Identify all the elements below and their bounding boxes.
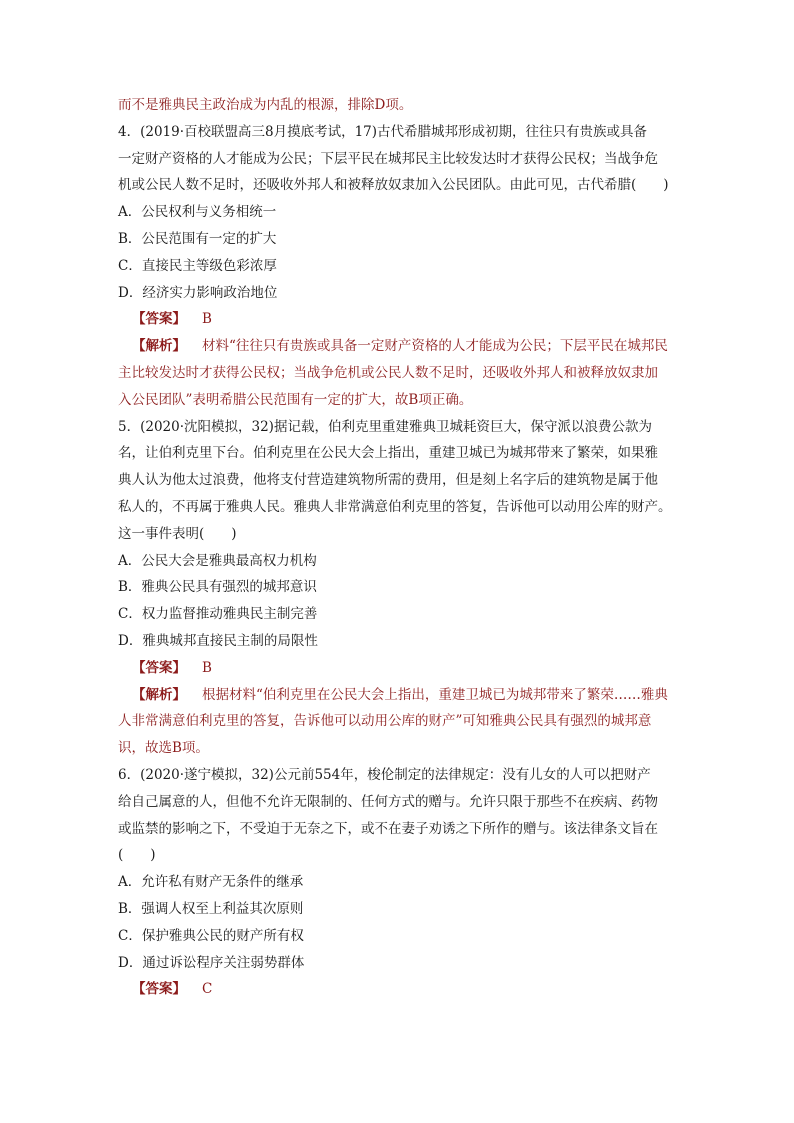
- answer-row: [118, 976, 678, 1003]
- question-stem-line: ( ): [118, 847, 156, 864]
- option-a: A．公民权利与义务相统一: [118, 204, 277, 221]
- question-stem-line: 给自己属意的人，但他不允许无限制的、任何方式的赠与。允许只限于那些不在疾病、药物: [118, 793, 658, 810]
- answer-value: C: [202, 981, 213, 998]
- analysis-label: 【解析】: [132, 338, 186, 355]
- answer-label: 【答案】: [132, 311, 186, 328]
- question-stem-line: 6．(2020·遂宁模拟，32)公元前554年，梭伦制定的法律规定：没有儿女的人可以把财产: [118, 766, 651, 783]
- analysis-label: 【解析】: [132, 686, 186, 703]
- option-b: B．雅典公民具有强烈的城邦意识: [118, 579, 317, 596]
- answer-label: 【答案】: [132, 659, 186, 676]
- answer-value: B: [202, 659, 212, 676]
- answer-row: [118, 306, 678, 333]
- question-stem-line: 私人的，不再属于雅典人民。雅典人非常满意伯利克里的答复，告诉他可以动用公库的财产。: [118, 498, 672, 515]
- option-b: B．强调人权至上利益其次原则: [118, 900, 304, 917]
- answer-row: [118, 655, 678, 682]
- analysis-line: 人非常满意伯利克里的答复，告诉他可以动用公库的财产”可知雅典公民具有强烈的城邦意: [118, 713, 652, 730]
- option-c: C．保护雅典公民的财产所有权: [118, 927, 304, 944]
- option-d: D．经济实力影响政治地位: [118, 284, 278, 301]
- analysis-line: 入公民团队”表明希腊公民范围有一定的扩大，故B项正确。: [118, 391, 473, 408]
- question-stem-line: 典人认为他太过浪费，他将支付营造建筑物所需的费用，但是刻上名字后的建筑物是属于他: [118, 472, 658, 489]
- question-6: [118, 762, 678, 1003]
- analysis-block: [118, 682, 678, 762]
- question-stem-line: 名，让伯利克里下台。伯利克里在公民大会上指出，重建卫城已为城邦带来了繁荣，如果雅: [118, 445, 658, 462]
- answer-label: 【答案】: [132, 981, 186, 998]
- question-stem-line: 4．(2019·百校联盟高三8月摸底考试，17)古代希腊城邦形成初期，往往只有贵族或具备: [118, 123, 648, 140]
- document-content: [118, 92, 678, 1003]
- option-c: C．权力监督推动雅典民主制完善: [118, 606, 318, 623]
- analysis-line: 材料“往往只有贵族或具备一定财产资格的人才能成为公民；下层平民在城邦民: [202, 338, 668, 355]
- option-a: A．公民大会是雅典最高权力机构: [118, 552, 317, 569]
- option-d: D．通过诉讼程序关注弱势群体: [118, 954, 305, 971]
- question-stem-line: 一定财产资格的人才能成为公民；下层平民在城邦民主比较发达时才获得公民权；当战争危: [118, 150, 658, 167]
- question-stem-line: 5．(2020·沈阳模拟，32)据记载，伯利克里重建雅典卫城耗资巨大，保守派以浪费公款为: [118, 418, 652, 435]
- question-5: [118, 414, 678, 762]
- option-a: A．允许私有财产无条件的继承: [118, 874, 304, 891]
- analysis-line: 根据材料“伯利克里在公民大会上指出，重建卫城已为城邦带来了繁荣……雅典: [202, 686, 668, 703]
- question-stem-line: 机或公民人数不足时，还吸收外邦人和被释放奴隶加入公民团队。由此可见，古代希腊( ): [118, 177, 669, 194]
- question-4: [118, 119, 678, 414]
- analysis-line: 主比较发达时才获得公民权；当战争危机或公民人数不足时，还吸收外邦人和被释放奴隶加: [118, 364, 658, 381]
- option-c: C．直接民主等级色彩浓厚: [118, 257, 277, 274]
- option-b: B．公民范围有一定的扩大: [118, 230, 277, 247]
- analysis-line: 识，故选B项。: [118, 740, 209, 757]
- answer-value: B: [202, 311, 212, 328]
- question-stem-line: 或监禁的影响之下，不受迫于无奈之下，或不在妻子劝诱之下所作的赠与。该法律条文旨在: [118, 820, 658, 837]
- option-d: D．雅典城邦直接民主制的局限性: [118, 632, 318, 649]
- previous-analysis-tail: 而不是雅典民主政治成为内乱的根源，排除D项。: [118, 97, 413, 113]
- question-stem-line: 这一事件表明( ): [118, 525, 237, 542]
- analysis-block: [118, 333, 678, 413]
